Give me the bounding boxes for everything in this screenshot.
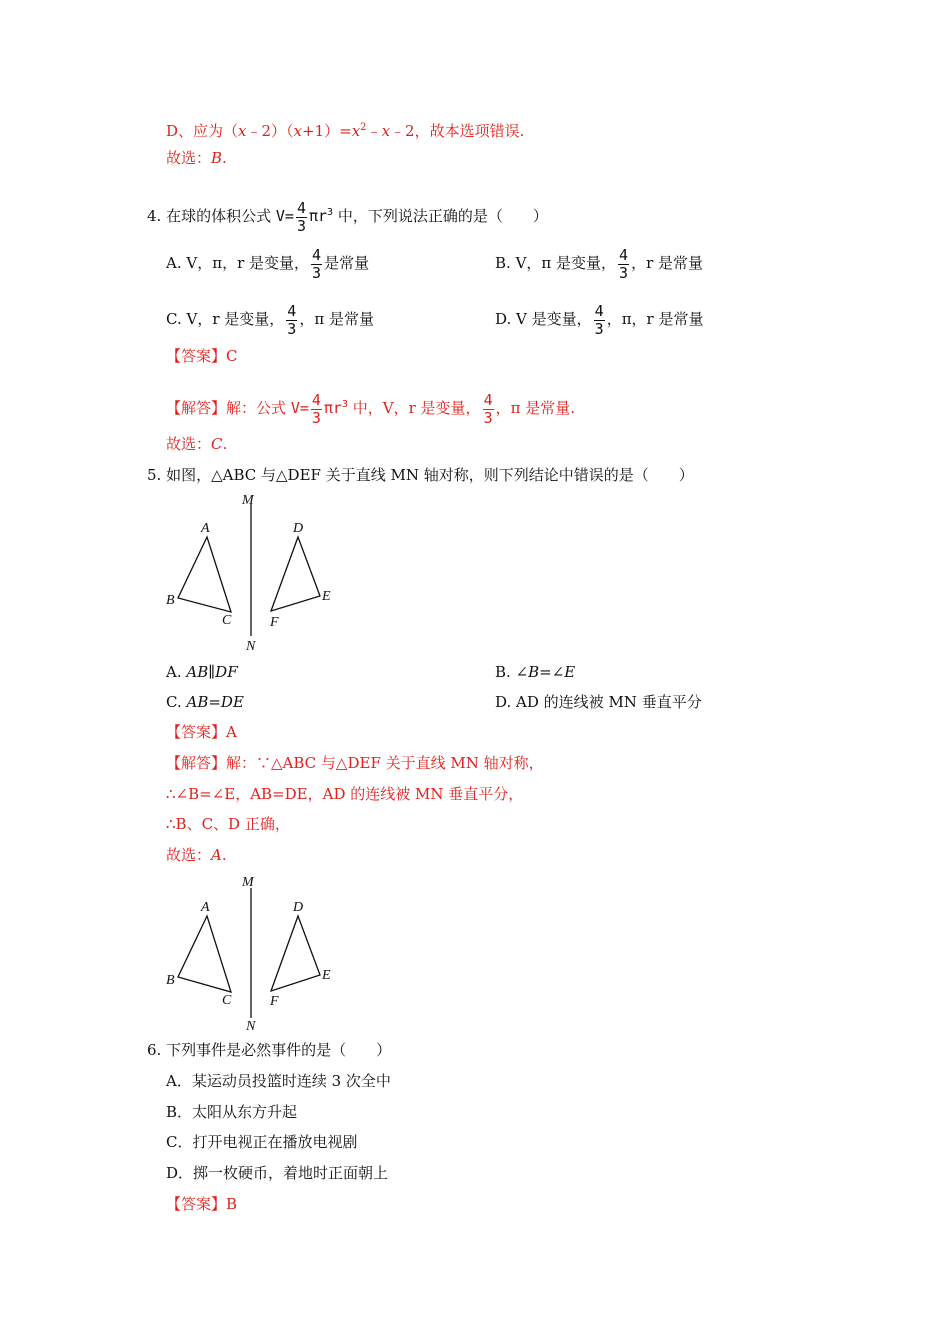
answer-value: A [226,723,237,741]
frac-den: 3 [594,319,604,338]
label-n: N [246,1019,256,1034]
label-m: M [242,493,254,508]
label-e: E [322,968,331,983]
option-label: D. [495,693,512,711]
q6-answer [166,1194,237,1214]
fraction-4-3 [296,198,307,235]
q6-option-b: B．太阳从东方升起 [166,1103,298,1121]
option-text: V，π，r 是变量， [186,254,310,272]
option-label: B. [495,663,511,681]
option-label: B. [495,254,511,272]
triangle-abc [178,537,231,612]
option-text: ∠B=∠E [515,663,576,681]
option-text: V，π 是变量， [515,254,617,272]
frac-num: 4 [483,390,493,409]
var: x [293,122,303,140]
solution-text: ∴∠B=∠E，AB=DE，AD 的连线被 MN 垂直平分， [166,785,524,803]
label-n: N [246,639,256,654]
option-text: ，π，r 是常量 [606,310,704,328]
option-text: ，π 是常量 [299,310,374,328]
q4-stem [147,190,548,239]
answer-label: 【答案】 [166,1195,227,1213]
option-label: C. [166,310,182,328]
option-label: D. [495,310,512,328]
choose-value: A [211,846,222,864]
q4-option-a [166,240,369,286]
label-c: C [222,613,232,628]
frac-den: 3 [312,263,322,282]
solution-label: 【解答】 [166,754,227,772]
formula-exponent: 3 [327,207,334,218]
var: x [381,122,391,140]
q4-option-d [495,296,704,342]
label-d: D [293,521,304,536]
frac-den: 3 [311,408,321,427]
fraction-4-3 [286,301,297,338]
prev-choose [166,148,227,168]
option-label: C. [166,693,182,711]
choose-label: 故选： [166,435,212,453]
formula-rest: πr [308,207,328,225]
frac-num: 4 [287,301,297,320]
fraction-4-3 [594,301,605,338]
formula-exponent: 3 [341,399,348,410]
q6-stem [147,1040,391,1060]
prev-option-d-explanation [166,118,524,141]
fraction-4-3 [311,245,322,282]
q6-option-d: D．掷一枚硬币，着地时正面朝上 [166,1164,389,1182]
frac-num: 4 [619,245,629,264]
q5-solution-2 [166,784,523,804]
option-text: V，r 是变量， [186,310,285,328]
option-text: V 是变量， [516,310,592,328]
q5-option-b [495,662,575,682]
triangle-abc [178,916,231,992]
solution-text: 解：∵△ABC 与△DEF 关于直线 MN 轴对称， [226,754,544,772]
formula-rest: πr [323,399,342,417]
option-text: 是常量 [324,254,370,272]
label-a: A [201,521,210,536]
fraction-4-3 [311,390,322,427]
frac-den: 3 [287,319,297,338]
solution-text: 解：公式 [226,399,287,417]
stem-text: 中，下列说法正确的是（ ） [337,207,548,225]
option-text: AB=DE [186,693,244,711]
solution-text: 中，V，r 是变量， [352,399,481,417]
option-text: AD 的连线被 MN 垂直平分 [516,693,702,711]
answer-label: 【答案】 [166,723,227,741]
frac-den: 3 [296,216,306,235]
q5-choose [166,845,227,865]
solution-label: 【解答】 [166,399,227,417]
exponent: 2 [360,122,367,133]
stem-text: 如图，△ABC 与△DEF 关于直线 MN 轴对称，则下列结论中错误的是（ ） [166,466,694,484]
q6-option-c: C．打开电视正在播放电视剧 [166,1133,358,1151]
question-number: 6. [147,1041,162,1059]
q6-option-a: A．某运动员投篮时连续 3 次全中 [166,1072,391,1090]
text: . [222,149,227,167]
q5-solution-1 [166,753,544,773]
label-f: F [270,615,279,630]
label-a: A [201,900,210,915]
text: +1）= [302,122,352,140]
choose-value: C [211,435,223,453]
label-c: C [222,993,232,1008]
text: . [222,435,228,453]
choose-label: 故选： [166,846,212,864]
fraction-4-3 [483,390,494,427]
frac-num: 4 [312,245,322,264]
label-e: E [322,589,331,604]
q5-option-c [166,692,244,712]
answer-value: B [226,1195,238,1213]
q5-figure [160,490,340,655]
answer-value: C [226,347,238,365]
label-b: B [166,593,175,608]
solution-text: ，π 是常量. [495,399,575,417]
q5-answer [166,722,237,742]
fraction-4-3 [618,245,629,282]
var: x [238,122,247,140]
label-d: D [293,900,304,915]
question-number: 4. [147,207,162,225]
text: ﹣2）（ [246,122,294,140]
label-f: F [270,994,279,1009]
label-b: B [166,973,175,988]
choose-value: B [211,149,223,167]
option-text: ，r 是常量 [631,254,704,272]
label-m: M [242,875,254,890]
frac-num: 4 [296,198,306,217]
choose-label: 故选： [166,149,212,167]
q4-option-b [495,240,703,286]
triangle-def [271,916,320,991]
formula-v: V= [275,207,294,225]
q4-answer [166,346,238,366]
answer-label: 【答案】 [166,347,227,365]
frac-num: 4 [311,390,321,409]
q4-choose [166,434,227,454]
frac-den: 3 [619,263,629,282]
text: ﹣2，故本选项错误. [390,122,525,140]
text: ﹣ [366,122,382,140]
q4-solution [166,382,575,431]
q5-solution-figure [160,872,340,1037]
question-number: 5. [147,466,162,484]
stem-text: 下列事件是必然事件的是（ ） [166,1041,392,1059]
formula-v: V= [290,399,309,417]
text: . [221,846,227,864]
solution-text: ∴B、C、D 正确， [166,815,290,833]
option-text: AB∥DF [186,663,238,681]
frac-den: 3 [483,408,493,427]
triangle-def [271,537,320,611]
q5-option-a [166,662,238,682]
q4-option-c [166,296,374,342]
stem-text: 在球的体积公式 [166,207,272,225]
q5-solution-3 [166,814,290,834]
option-label: A. [166,254,182,272]
q5-option-d [495,692,702,712]
option-label: A. [166,663,182,681]
frac-num: 4 [594,301,604,320]
text: D、应为（ [166,122,239,140]
var: x [351,122,361,140]
q5-stem [147,465,694,485]
